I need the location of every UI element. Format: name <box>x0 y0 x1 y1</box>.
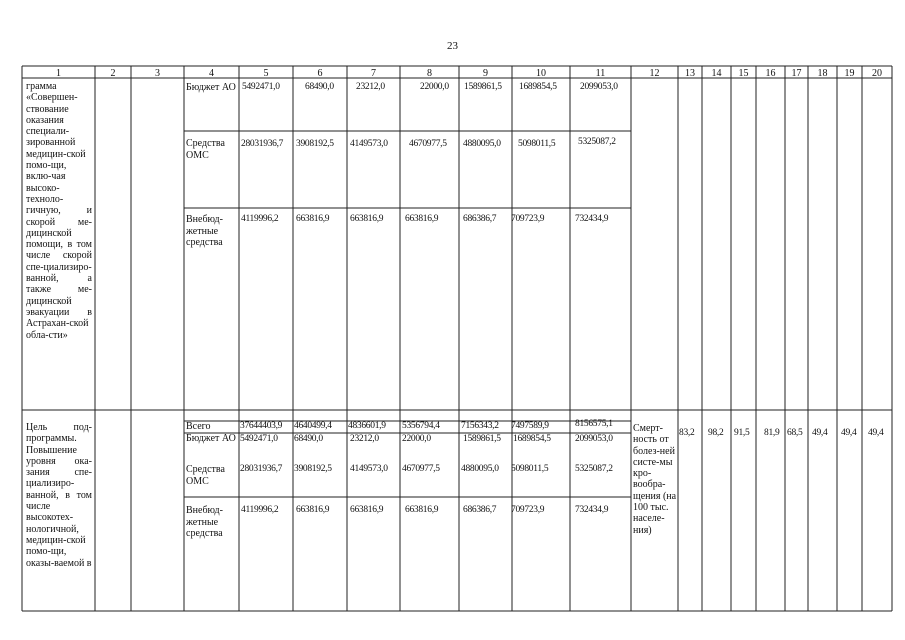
section2-source-oms: Средства ОМС <box>186 464 225 487</box>
section1-budget-col5: 5492471,0 <box>242 82 280 92</box>
header-col-11: 11 <box>595 68 606 79</box>
section2-oms-col8: 4670977,5 <box>402 464 440 474</box>
header-col-6: 6 <box>317 68 323 79</box>
section2-indicator-col19: 49,4 <box>841 428 857 438</box>
section1-budget-col6: 68490,0 <box>305 82 334 92</box>
header-col-8: 8 <box>427 68 432 79</box>
section2-indicator-col16: 81,9 <box>764 428 780 438</box>
section1-description: грамма «Совершен-ствование оказания специали-зированной медицин-ской помо-щи, вклю-чая высоко-техноло-гичную, и скорой ме-дицинской помощи, в том числе скорой спе-циализиро-ванной, а также ме-дицинской эвакуации в Астрахан-ской обла-сти» <box>26 81 92 341</box>
section1-oms-col6: 3908192,5 <box>296 139 334 149</box>
section1-extra-col6: 663816,9 <box>296 214 330 224</box>
header-col-19: 19 <box>844 68 855 79</box>
section2-extra-col11: 732434,9 <box>575 505 609 515</box>
section2-indicator: Смерт-ность от болез-ней систе-мы кро-вообра-щения (на 100 тыс. населе-ния) <box>633 423 677 536</box>
header-col-12: 12 <box>649 68 660 79</box>
section2-indicator-col13: 83,2 <box>679 428 695 438</box>
section2-total-col9: 7156343,2 <box>461 421 499 431</box>
section1-budget-col10: 1689854,5 <box>519 82 557 92</box>
header-col-16: 16 <box>765 68 776 79</box>
section2-extra-col9: 686386,7 <box>463 505 497 515</box>
section2-description: Цель под-программы. Повышение уровня ока-зания спе-циализиро-ванной, в том числе высокотех-нологичной, медицин-ской помо-щи, оказы-ваемой в <box>26 422 92 569</box>
header-col-13: 13 <box>685 68 695 79</box>
section2-source-budget: Бюджет АО <box>186 433 236 444</box>
section2-total-col10: 7497589,9 <box>511 421 549 431</box>
section1-budget-col8: 22000,0 <box>420 82 449 92</box>
section2-indicator-col14: 98,2 <box>708 428 724 438</box>
section2-budget-col11: 2099053,0 <box>575 434 613 444</box>
section2-extra-col8: 663816,9 <box>405 505 439 515</box>
section2-oms-col9: 4880095,0 <box>461 464 499 474</box>
section2-indicator-col17: 68,5 <box>787 428 803 438</box>
section1-source-extra: Внебюд-жетные средства <box>186 214 223 248</box>
header-col-3: 3 <box>155 68 160 79</box>
section2-extra-col10: 709723,9 <box>511 505 545 515</box>
section2-extra-col5: 4119996,2 <box>241 505 279 515</box>
section1-extra-col11: 732434,9 <box>575 214 609 224</box>
section2-extra-col7: 663816,9 <box>350 505 384 515</box>
section2-budget-col6: 68490,0 <box>294 434 323 444</box>
section2-indicator-col20: 49,4 <box>868 428 884 438</box>
section2-total-col11: 8156575,1 <box>575 419 613 429</box>
section1-oms-col10: 5098011,5 <box>518 139 556 149</box>
header-col-18: 18 <box>817 68 828 79</box>
section1-extra-col8: 663816,9 <box>405 214 439 224</box>
section2-oms-col10: 5098011,5 <box>511 464 549 474</box>
section2-total-col5: 37644403,9 <box>240 421 283 431</box>
section2-total-col7: 4836601,9 <box>348 421 386 431</box>
header-col-5: 5 <box>263 68 269 79</box>
header-col-7: 7 <box>371 68 376 79</box>
section2-budget-col5: 5492471,0 <box>240 434 278 444</box>
header-col-17: 17 <box>791 68 802 79</box>
section2-source-extra: Внебюд-жетные средства <box>186 505 223 539</box>
section2-total-col8: 5356794,4 <box>402 421 440 431</box>
page-number: 23 <box>447 40 458 52</box>
section1-extra-col7: 663816,9 <box>350 214 384 224</box>
section1-oms-col7: 4149573,0 <box>350 139 388 149</box>
header-col-2: 2 <box>110 68 116 79</box>
section2-extra-col6: 663816,9 <box>296 505 330 515</box>
section2-total-col6: 4640499,4 <box>294 421 332 431</box>
section2-budget-col8: 22000,0 <box>402 434 431 444</box>
section2-oms-col11: 5325087,2 <box>575 464 613 474</box>
section1-extra-col5: 4119996,2 <box>241 214 279 224</box>
header-col-9: 9 <box>483 68 488 79</box>
section1-source-oms: Средства ОМС <box>186 138 225 161</box>
header-col-20: 20 <box>872 68 882 79</box>
section2-oms-col5: 28031936,7 <box>240 464 283 474</box>
section2-indicator-col18: 49,4 <box>812 428 828 438</box>
section2-budget-col10: 1689854,5 <box>513 434 551 444</box>
section1-oms-col11: 5325087,2 <box>578 137 616 147</box>
section1-oms-col9: 4880095,0 <box>463 139 501 149</box>
section2-oms-col7: 4149573,0 <box>350 464 388 474</box>
section1-extra-col10: 709723,9 <box>511 214 545 224</box>
section1-budget-col11: 2099053,0 <box>580 82 618 92</box>
section1-oms-col5: 28031936,7 <box>241 139 284 149</box>
section2-source-total: Всего <box>186 421 211 432</box>
section2-budget-col9: 1589861,5 <box>463 434 501 444</box>
header-col-1: 1 <box>56 68 61 79</box>
section1-source-budget: Бюджет АО <box>186 82 236 93</box>
section2-indicator-col15: 91,5 <box>734 428 750 438</box>
section2-budget-col7: 23212,0 <box>350 434 379 444</box>
header-col-14: 14 <box>711 68 722 79</box>
header-col-4: 4 <box>209 68 214 79</box>
header-col-10: 10 <box>536 68 546 79</box>
section1-extra-col9: 686386,7 <box>463 214 497 224</box>
section1-budget-col7: 23212,0 <box>356 82 385 92</box>
section1-budget-col9: 1589861,5 <box>464 82 502 92</box>
header-col-15: 15 <box>738 68 749 79</box>
section1-oms-col8: 4670977,5 <box>409 139 447 149</box>
section2-oms-col6: 3908192,5 <box>294 464 332 474</box>
